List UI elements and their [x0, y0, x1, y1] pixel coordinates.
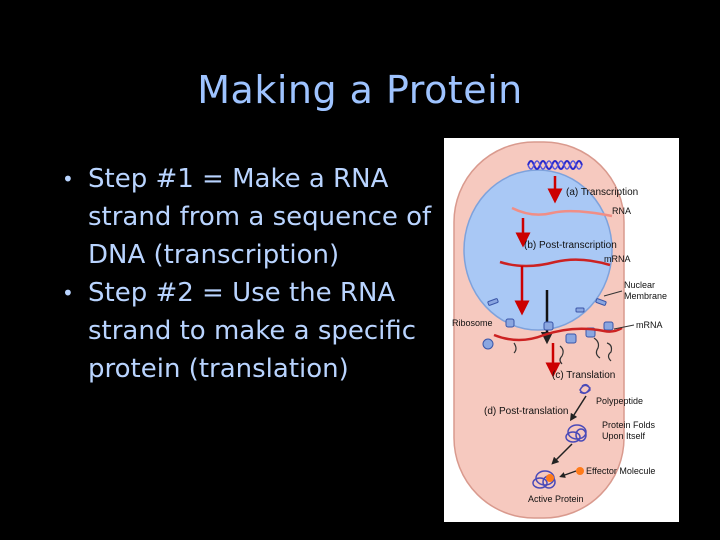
label-translation: (c) Translation [552, 370, 616, 381]
bullet-step-2 [58, 274, 438, 388]
bound-effector [546, 474, 554, 482]
label-protein-folds-1: Protein Folds [602, 420, 656, 430]
label-mrna-nucleus: mRNA [604, 254, 631, 264]
bullet-step-1 [58, 160, 438, 274]
bullet-step-2-text: Step #2 = Use the RNA strand to make a specific protein (translation) [88, 278, 417, 384]
label-post-transcription: (b) Post-transcription [524, 240, 617, 251]
label-active-protein: Active Protein [528, 494, 584, 504]
label-protein-folds-2: Upon Itself [602, 431, 646, 441]
bullet-list [58, 160, 438, 388]
label-ribosome: Ribosome [452, 318, 493, 328]
label-rna: RNA [612, 206, 632, 216]
bullet-dot-icon: • [62, 167, 74, 191]
label-effector-molecule: Effector Molecule [586, 466, 656, 476]
label-post-translation: (d) Post-translation [484, 406, 569, 417]
diagram-canvas [444, 138, 679, 522]
protein-synthesis-diagram [444, 138, 679, 522]
label-nuclear-membrane-1: Nuclear [624, 280, 656, 290]
effector-molecule [576, 467, 584, 475]
slide-title: Making a Protein [197, 68, 523, 112]
label-transcription: (a) Transcription [566, 187, 639, 198]
label-polypeptide: Polypeptide [596, 396, 644, 406]
bullet-step-1-text: Step #1 = Make a RNA strand from a sequence of DNA (transcription) [88, 164, 432, 270]
label-mrna-cytoplasm: mRNA [636, 320, 663, 330]
bullet-dot-icon: • [62, 281, 74, 305]
label-nuclear-membrane-2: Membrane [624, 291, 668, 301]
